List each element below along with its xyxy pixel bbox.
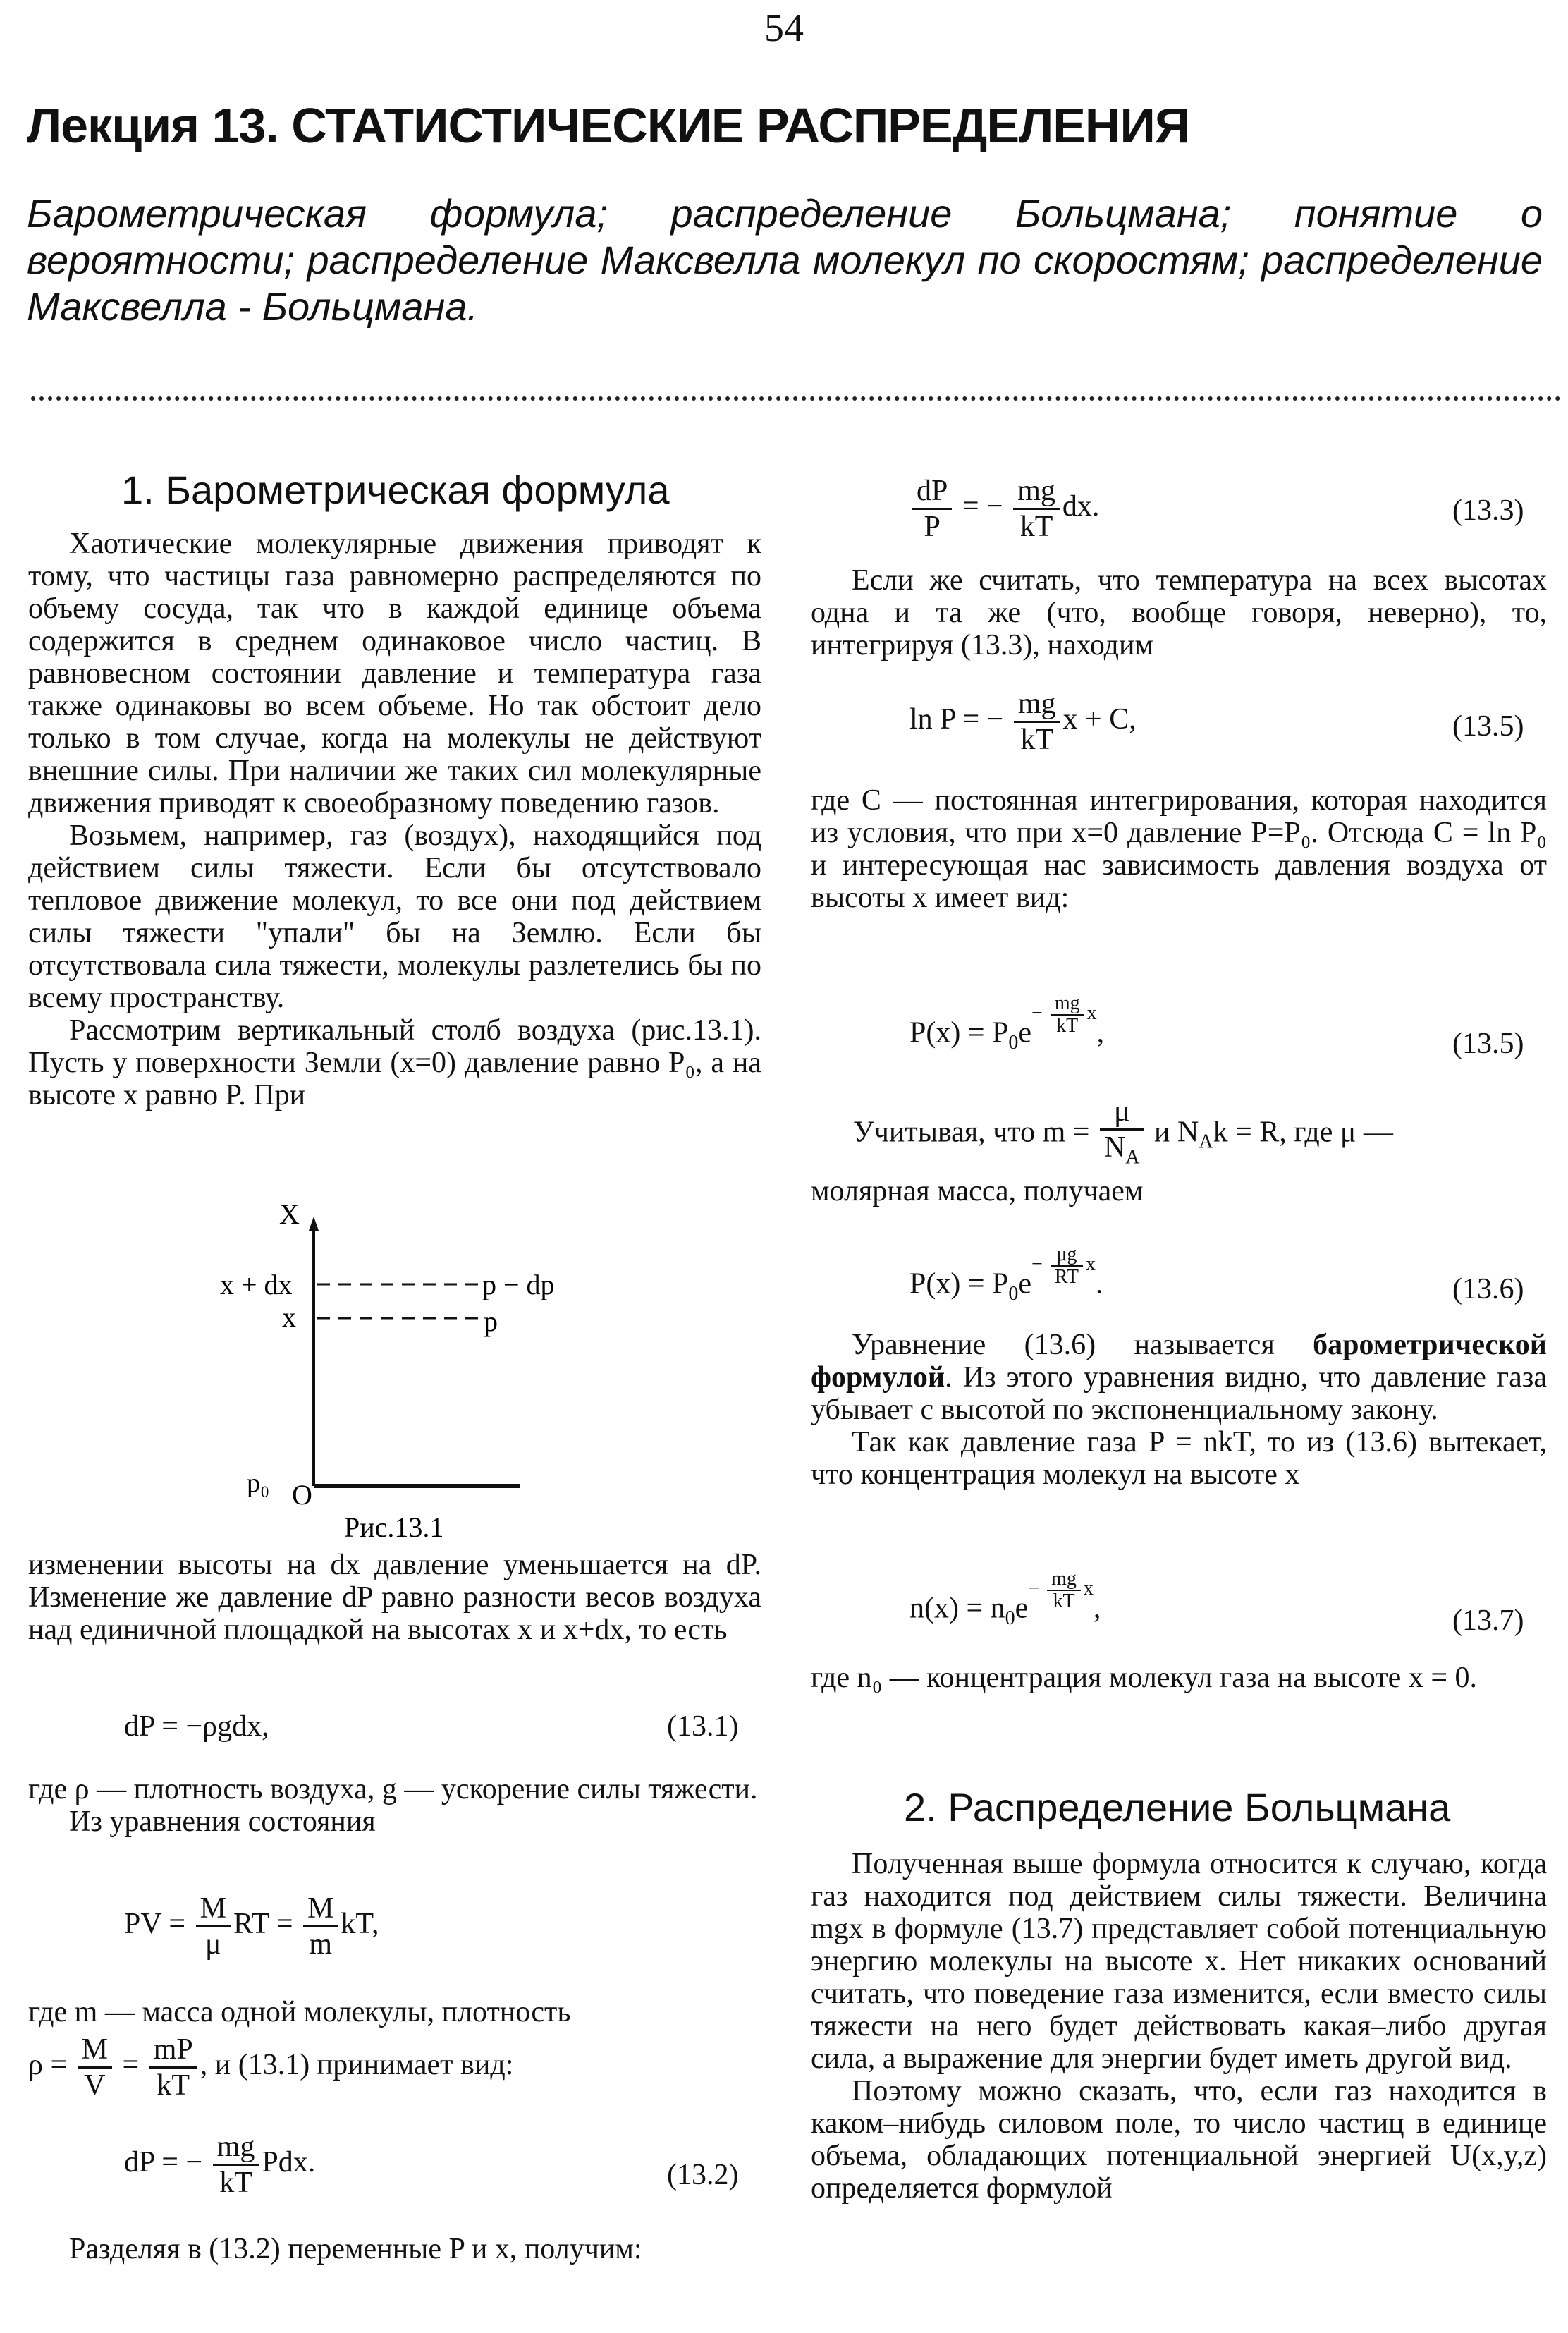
label-origin: O: [292, 1479, 312, 1511]
label-p-minus-dp: p − dp: [482, 1269, 555, 1300]
equation-state: PV = $\frac{M}{\mu}$ RT = $\frac{M}{m}$ kT,: [124, 1892, 379, 1961]
right-text-block-5: [811, 1848, 1547, 2205]
figure-13-1: [212, 1195, 606, 1548]
text-span: зависимость давления воздуха от высоты x имеет вид:: [811, 849, 1548, 914]
paragraph: [811, 1329, 1547, 1426]
label-x-plus-dx: x + dx: [220, 1269, 293, 1300]
paragraph: где m — масса одной молекулы, плотность: [28, 1996, 571, 2028]
text-span: . Из этого уравнения видно, что давление газа убывает с высотой по экспоненциальному закону.: [811, 1361, 1547, 1426]
paragraph: Из уравнения состояния: [69, 1805, 376, 1838]
paragraph: [811, 1426, 1547, 1491]
label-p: p: [484, 1305, 498, 1337]
left-text-block-3: [28, 1773, 761, 1838]
equation-13-1: dP = −ρgdx,: [124, 1710, 269, 1743]
paragraph: где ρ — плотность воздуха, g — ускорение силы тяжести.: [28, 1773, 758, 1805]
paragraph: Хаотические молекулярные движения приводят к тому, что частицы газа равномерно распределяются по объему сосуда, так что в каждой единице объема содержится в среднем одинаковое число частиц. В равновесном состоянии давление и температура газа также одинаковы во всем объеме. Но так обстоит дело только в том случае, когда на молекулы не действуют внешние силы. При наличии же таких сил молекулярные движения приводят к своеобразному поведению газов.: [28, 528, 761, 820]
equation-13-7: $n(x) = n_0e^{- \frac{mg}{kT} x}$,: [909, 1568, 1101, 1629]
axis-label-x: X: [279, 1198, 300, 1230]
paragraph: [811, 784, 1547, 914]
figure-caption: Рис.13.1: [344, 1511, 444, 1543]
label-p0: p₀: [247, 1468, 270, 1498]
paragraph: Поэтому можно сказать, что, если газ находится в каком–нибудь силовом поле, то число частиц в единице объема, обладающих потенциальной энергией U(x,y,z) определяется формулой: [811, 2075, 1547, 2205]
text-span: Уравнение (13.6) называется: [852, 1329, 1313, 1361]
section-1-title: 1. Барометрическая формула: [121, 468, 670, 512]
equation-number-13-6: (13.6): [1452, 1273, 1524, 1305]
label-x: x: [282, 1301, 296, 1333]
equation-13-6: $P(x) = P_0e^{- \frac{\mu g}{RT} x}$.: [909, 1243, 1103, 1305]
equation-density-tail: , и (13.1) принимает вид:: [200, 2049, 514, 2082]
text-span: и интересующая нас: [811, 849, 1086, 882]
text-span: где C — постоянная интегрирования, которая находится из условия, что при x=0 давление P=P₀. Отсюда: [811, 784, 1547, 849]
paragraph: изменении высоты на dx давление уменьшается на dP. Изменение же давление dP равно разности весов воздуха над единичной площадкой на высотах x и x+dx, то есть: [28, 1549, 761, 1646]
lecture-title: Лекция 13. СТАТИСТИЧЕСКИЕ РАСПРЕДЕЛЕНИЯ: [27, 98, 1190, 153]
inline-formula: P = nkT,: [1148, 1426, 1256, 1458]
text-span: вытекает, что концентрация молекул на высоте x: [811, 1426, 1548, 1491]
equation-number-13-2: (13.2): [667, 2159, 739, 2191]
right-text-block-4: [811, 1662, 1547, 1694]
equation-13-2: dP = − $\frac{mg}{kT}$ Pdx.: [124, 2131, 316, 2199]
right-text-block-3: [811, 1329, 1547, 1491]
text-span: где μ —: [1294, 1116, 1393, 1149]
paragraph: молярная масса, получаем: [811, 1175, 1144, 1207]
lecture-subtitle: Барометрическая формула; распределение Больцмана; понятие о вероятности; распределение Максвелла молекул по скоростям; распределение Максвелла - Больцмана.: [27, 191, 1543, 329]
page-number: 54: [764, 6, 804, 50]
right-text-block-2: [811, 784, 1547, 914]
equation-density: ρ = $\frac{M}{V}$ = $\frac{mP}{kT}$ , и (13.1) принимает вид:: [28, 2033, 514, 2102]
equation-number-13-3: (13.3): [1452, 494, 1524, 527]
paragraph: Если же считать, что температура на всех высотах одна и та же (что, вообще говоря, неверно), то, интегрируя (13.3), находим: [811, 564, 1547, 662]
given-relations: Учитывая, что m = $\frac{\mu}{N_A}$ и $N_Ak = R$, где μ —: [853, 1095, 1393, 1169]
bold-term: барометрической формулой: [811, 1329, 1547, 1394]
equation-number-13-5a: (13.5): [1452, 710, 1524, 743]
paragraph: где n₀ — концентрация молекул газа на высоте x = 0.: [811, 1662, 1477, 1694]
equation-13-5a: ln P = − $\frac{mg}{kT}$ x + C,: [909, 688, 1137, 756]
paragraph: Полученная выше формула относится к случаю, когда газ находится под действием силы тяжести. Величина mgx в формуле (13.7) представляет собой потенциальную энергию молекулы на высоте x. Нет никаких оснований считать, что поведение газа изменится, если вместо силы тяжести на него будет действовать какая–либо другая сила, а выражение для энергии будет иметь другой вид.: [811, 1848, 1547, 2075]
paragraph: Возьмем, например, газ (воздух), находящийся под действием силы тяжести. Если бы отсутствовало тепловое движение молекул, то все они под действием силы тяжести "упали" бы на Землю. Если бы отсутствовала сила тяжести, молекулы разлетелись бы по всему пространству.: [28, 820, 761, 1014]
paragraph: Разделяя в (13.2) переменные P и x, получим:: [69, 2233, 642, 2265]
text-span: Так как давление газа: [852, 1426, 1137, 1458]
equation-number-13-5b: (13.5): [1452, 1028, 1524, 1060]
equation-13-5b: $P(x) = P_0e^{- \frac{mg}{kT} x}$,: [909, 992, 1105, 1054]
equation-number-13-1: (13.1): [667, 1710, 739, 1743]
equation-13-3: $\frac{dP}{P}$ = − $\frac{mg}{kT}$ dx.: [909, 474, 1099, 544]
text-span: Учитывая, что: [853, 1116, 1036, 1149]
section-2-title: 2. Распределение Больцмана: [904, 1785, 1451, 1829]
text-span: и: [1154, 1116, 1170, 1149]
equation-number-13-7: (13.7): [1452, 1604, 1524, 1637]
inline-formula: C = ln P₀: [1433, 817, 1547, 849]
left-text-block-2: [28, 1549, 761, 1646]
paragraph: Рассмотрим вертикальный столб воздуха (рис.13.1). Пусть у поверхности Земли (x=0) давление равно P₀, а на высоте x равно P. При: [28, 1014, 761, 1111]
right-text-block-1: [811, 564, 1547, 662]
text-span: то из (13.6): [1268, 1426, 1417, 1458]
dotted-divider: [31, 396, 1561, 401]
left-text-block-1: [28, 528, 761, 1111]
